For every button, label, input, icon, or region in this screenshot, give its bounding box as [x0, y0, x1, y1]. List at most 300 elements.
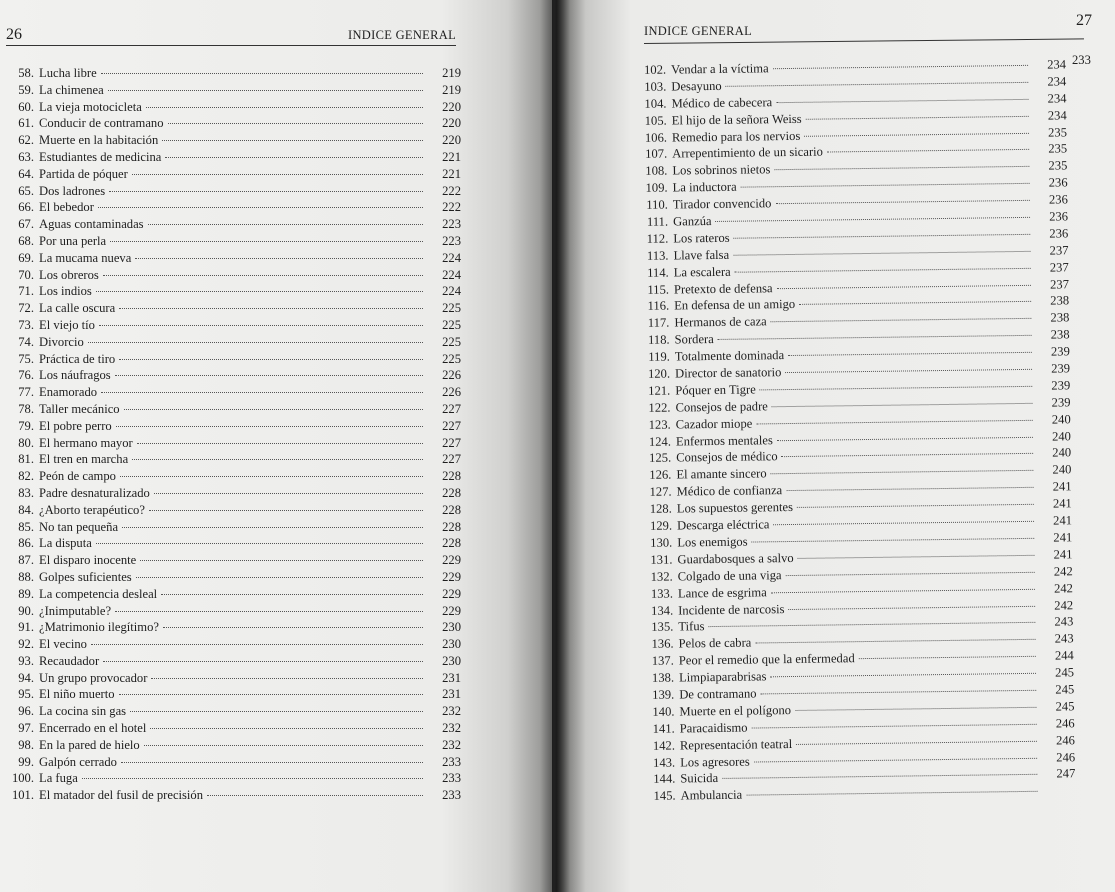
entry-page-number: 222 [442, 183, 461, 198]
dot-leader [788, 605, 1035, 609]
dot-leader [96, 543, 423, 544]
entry-number: 135. [651, 619, 674, 635]
dot-leader [718, 335, 1032, 340]
entry-number: 91. [18, 620, 34, 635]
entry-title: La chimenea [39, 82, 104, 97]
toc-entry [4, 66, 461, 83]
entry-number: 78. [18, 401, 34, 416]
entry-page-number: 221 [442, 166, 461, 181]
toc-entry [4, 100, 461, 117]
entry-number: 122. [648, 400, 671, 415]
entry-title: Médico de confianza [676, 483, 783, 499]
entry-number: 58. [18, 66, 34, 80]
entry-number: 100. [11, 771, 34, 786]
dot-leader [722, 774, 1037, 779]
entry-number: 133. [650, 586, 674, 601]
entry-page-number: 228 [442, 536, 461, 551]
toc-entry [4, 335, 461, 352]
entry-number: 84. [18, 502, 34, 517]
entry-page-number: 226 [442, 368, 461, 383]
entry-page-number: 227 [442, 452, 461, 467]
entry-page-number: 245 [1055, 682, 1075, 697]
entry-title: Los náufragos [39, 368, 111, 383]
entry-number: 70. [18, 267, 34, 282]
entry-number: 136. [651, 636, 674, 652]
entry-number: 102. [643, 62, 667, 77]
toc-entry [4, 352, 461, 369]
entry-number: 134. [651, 603, 674, 618]
dot-leader [137, 443, 423, 444]
entry-page-number: 228 [442, 485, 461, 500]
entry-number: 145. [653, 788, 676, 804]
dot-leader [119, 694, 423, 695]
entry-number: 72. [18, 301, 34, 316]
entry-number: 125. [649, 451, 672, 466]
toc-entry [4, 654, 461, 671]
dot-leader [733, 251, 1030, 256]
entry-number: 61. [18, 116, 34, 131]
entry-title: Peón de campo [39, 469, 116, 484]
toc-list-right [636, 57, 1076, 806]
entry-page-number: 236 [1049, 209, 1069, 224]
entry-page-number: 220 [442, 133, 461, 148]
dot-leader [772, 403, 1033, 407]
entry-title: El tren en marcha [39, 452, 129, 467]
entry-page-number: 230 [442, 637, 461, 652]
dot-leader [151, 678, 423, 679]
entry-number: 81. [18, 452, 34, 467]
dot-leader [859, 656, 1036, 659]
page-number: 27 [1076, 12, 1092, 29]
entry-title: Colgado de una viga [677, 567, 782, 584]
entry-number: 83. [18, 485, 34, 500]
dot-leader [82, 778, 423, 779]
entry-number: 108. [645, 163, 668, 179]
entry-page-number: 225 [442, 334, 461, 349]
entry-page-number: 240 [1051, 412, 1071, 427]
dot-leader [135, 258, 423, 259]
dot-leader [163, 627, 423, 628]
entry-page-number: 228 [442, 519, 461, 534]
entry-title: La mucama nueva [39, 250, 132, 265]
dot-leader [109, 191, 423, 192]
entry-number: 99. [18, 754, 34, 769]
entry-number: 112. [646, 231, 669, 246]
entry-page-number: 229 [442, 586, 461, 601]
entry-number: 90. [18, 603, 34, 618]
dot-leader [148, 224, 423, 225]
entry-page-number: 241 [1053, 530, 1073, 545]
right-page [552, 0, 1115, 892]
dot-leader [110, 241, 423, 242]
entry-page-number: 241 [1052, 479, 1072, 494]
dot-leader [771, 470, 1034, 474]
entry-title: El matador del fusil de precisión [39, 788, 204, 803]
entry-number: 109. [645, 180, 668, 196]
toc-entry [4, 687, 461, 704]
entry-title: Partida de póquer [39, 166, 128, 181]
dot-leader [150, 728, 423, 729]
entry-page-number: 239 [1051, 378, 1071, 393]
entry-number: 142. [652, 738, 676, 753]
entry-title: Cazador miope [675, 416, 753, 432]
entry-title: La fuga [39, 771, 78, 786]
dot-leader [777, 436, 1033, 440]
entry-page-number: 229 [442, 553, 461, 568]
entry-page-number: 236 [1049, 226, 1069, 241]
entry-number: 144. [653, 771, 676, 787]
entry-title: Aguas contaminadas [39, 217, 144, 232]
entry-page-number: 221 [442, 149, 461, 164]
dot-leader [799, 301, 1031, 305]
entry-page-number: 238 [1050, 293, 1070, 309]
entry-number: 128. [649, 501, 672, 517]
dot-leader [788, 352, 1032, 356]
left-page [0, 0, 552, 892]
entry-page-number: 239 [1050, 344, 1070, 359]
entry-title: ¿Aborto terapéutico? [39, 502, 145, 517]
entry-page-number: 246 [1055, 732, 1075, 748]
toc-entry [4, 368, 461, 385]
entry-title: Guardabosques a salvo [677, 550, 794, 567]
toc-list-left [4, 66, 461, 805]
dot-leader [752, 538, 1035, 543]
entry-page-number: 235 [1048, 158, 1068, 173]
dot-leader [88, 342, 423, 343]
entry-title: Estudiantes de medicina [39, 149, 162, 164]
entry-number: 105. [644, 113, 667, 128]
entry-number: 73. [18, 317, 34, 332]
dot-leader [782, 453, 1034, 457]
entry-title: Tifus [678, 619, 705, 634]
entry-page-number: 223 [442, 233, 461, 248]
entry-page-number: 237 [1049, 260, 1069, 275]
dot-leader [777, 284, 1031, 288]
toc-entry [4, 520, 461, 537]
toc-entry [4, 738, 461, 755]
carryover-page-number: 233 [1072, 53, 1091, 67]
entry-number: 93. [18, 653, 34, 668]
entry-title: Lucha libre [39, 66, 97, 80]
entry-number: 115. [647, 282, 670, 297]
entry-title: Enamorado [39, 385, 98, 400]
dot-leader [786, 487, 1033, 491]
entry-title: El pobre perro [39, 418, 112, 433]
entry-title: Suicida [680, 771, 719, 786]
toc-entry [4, 704, 461, 721]
toc-entry [4, 570, 461, 587]
toc-entry [4, 671, 461, 688]
entry-number: 74. [18, 334, 34, 349]
dot-leader [121, 762, 423, 763]
entry-number: 116. [647, 299, 670, 314]
entry-page-number: 241 [1052, 496, 1072, 511]
entry-number: 75. [18, 351, 34, 366]
entry-page-number: 225 [442, 317, 461, 332]
entry-page-number: 233 [442, 771, 461, 786]
entry-title: El hermano mayor [39, 435, 133, 450]
entry-number: 86. [18, 536, 34, 551]
entry-page-number: 232 [442, 721, 461, 736]
entry-page-number: 224 [442, 267, 461, 282]
entry-page-number: 238 [1050, 310, 1070, 325]
entry-title: Limpiaparabrisas [678, 669, 767, 685]
entry-number: 124. [648, 434, 672, 449]
entry-title: El vecino [39, 637, 87, 652]
dot-leader [154, 493, 423, 494]
entry-page-number: 244 [1054, 648, 1074, 663]
entry-number: 132. [650, 569, 673, 584]
entry-number: 104. [644, 96, 667, 111]
entry-page-number: 224 [442, 250, 461, 265]
dot-leader [132, 459, 423, 460]
entry-page-number: 239 [1051, 361, 1071, 376]
entry-number: 119. [648, 349, 670, 365]
toc-entry [4, 217, 461, 234]
dot-leader [804, 132, 1029, 136]
dot-leader [149, 510, 423, 511]
entry-title: El disparo inocente [39, 553, 137, 568]
entry-number: 67. [18, 217, 34, 232]
entry-title: Los supuestos gerentes [676, 500, 794, 516]
entry-title: Totalmente dominada [674, 348, 785, 364]
entry-page-number: 241 [1053, 513, 1073, 528]
entry-title: Golpes suficientes [39, 569, 132, 584]
entry-page-number: 227 [442, 418, 461, 433]
entry-number: 114. [647, 265, 669, 280]
entry-number: 66. [18, 200, 34, 215]
dot-leader [806, 116, 1029, 120]
entry-page-number: 245 [1055, 699, 1075, 714]
entry-page-number: 230 [442, 653, 461, 668]
entry-title: Desayuno [671, 78, 722, 94]
toc-entry [4, 553, 461, 570]
entry-page-number: 234 [1047, 91, 1067, 106]
entry-page-number: 242 [1053, 564, 1073, 579]
entry-title: En la pared de hielo [39, 737, 140, 752]
entry-number: 60. [18, 99, 34, 114]
entry-title: Descarga eléctrica [676, 517, 770, 533]
entry-title: Ganzúa [672, 214, 712, 229]
entry-number: 95. [18, 687, 34, 702]
entry-title: La calle oscura [39, 301, 116, 316]
dot-leader [761, 690, 1037, 695]
dot-leader [140, 560, 423, 561]
entry-page-number: 227 [442, 401, 461, 416]
entry-number: 64. [18, 166, 34, 181]
entry-title: Dos ladrones [39, 183, 106, 198]
dot-leader [99, 325, 423, 326]
toc-entry [4, 721, 461, 738]
entry-number: 85. [18, 519, 34, 534]
dot-leader [785, 369, 1032, 373]
toc-entry [4, 486, 461, 503]
entry-page-number: 234 [1047, 57, 1067, 72]
dot-leader [115, 611, 423, 612]
entry-title: Consejos de padre [675, 399, 768, 415]
entry-page-number: 236 [1048, 175, 1068, 190]
dot-leader [161, 594, 423, 595]
entry-page-number: 227 [442, 435, 461, 450]
entry-title: Consejos de médico [676, 449, 778, 465]
entry-page-number: 245 [1055, 665, 1075, 680]
entry-number: 88. [18, 569, 34, 584]
toc-entry [4, 788, 461, 805]
dot-leader [709, 622, 1036, 627]
entry-title: Los enemigos [677, 534, 748, 550]
toc-entry [4, 133, 461, 150]
entry-page-number: 243 [1054, 631, 1074, 646]
entry-title: Los rateros [673, 230, 730, 246]
entry-title: La escalera [673, 264, 731, 280]
entry-number: 131. [650, 552, 673, 567]
entry-title: La disputa [39, 536, 92, 551]
entry-title: Taller mecánico [39, 401, 120, 416]
entry-page-number: 234 [1047, 74, 1067, 89]
entry-number: 103. [644, 79, 667, 94]
toc-entry [4, 150, 461, 167]
dot-leader [103, 661, 423, 662]
dot-leader [168, 123, 424, 124]
entry-page-number: 219 [442, 82, 461, 97]
toc-entry [4, 385, 461, 402]
toc-entry [4, 284, 461, 301]
entry-title: Práctica de tiro [39, 351, 116, 366]
entry-number: 97. [18, 721, 34, 736]
toc-entry [4, 637, 461, 654]
entry-number: 94. [18, 670, 34, 685]
header-rule [6, 45, 456, 46]
entry-page-number: 239 [1051, 395, 1071, 410]
entry-number: 140. [652, 704, 675, 719]
entry-page-number: 237 [1049, 276, 1070, 292]
dot-leader [771, 588, 1035, 592]
entry-title: Padre desnaturalizado [39, 485, 150, 500]
dot-leader [774, 166, 1029, 170]
entry-page-number: 247 [1056, 766, 1076, 781]
entry-page-number: 246 [1056, 749, 1076, 765]
entry-page-number: 223 [442, 217, 461, 232]
entry-number: 123. [648, 417, 671, 432]
dot-leader [115, 375, 423, 376]
dot-leader [746, 791, 1037, 796]
dot-leader [798, 555, 1035, 559]
entry-title: Recaudador [39, 653, 100, 668]
entry-title: El bebedor [39, 200, 94, 215]
dot-leader [124, 409, 423, 410]
entry-title: La competencia desleal [39, 586, 158, 601]
toc-entry [4, 452, 461, 469]
entry-title: Muerte en la habitación [39, 133, 159, 148]
entry-title: Lance de esgrima [677, 584, 767, 601]
entry-title: El amante sincero [676, 466, 767, 482]
toc-entry [4, 251, 461, 268]
entry-title: Los agresores [680, 754, 750, 769]
entry-page-number: 233 [442, 788, 461, 803]
toc-entry [4, 83, 461, 100]
entry-page-number: 230 [442, 620, 461, 635]
entry-number: 139. [652, 687, 675, 702]
entry-title: Un grupo provocador [39, 670, 148, 685]
dot-leader [827, 149, 1029, 153]
entry-number: 129. [649, 518, 673, 533]
toc-entry [4, 234, 461, 251]
entry-number: 87. [18, 553, 34, 568]
entry-title: La cocina sin gas [39, 704, 127, 719]
running-head: INDICE GENERAL [644, 24, 753, 38]
header-rule [644, 38, 1084, 44]
dot-leader [91, 644, 423, 645]
toc-entry [4, 755, 461, 772]
entry-page-number: 222 [442, 200, 461, 215]
toc-entry [4, 116, 461, 133]
dot-leader [162, 140, 423, 141]
entry-page-number: 235 [1047, 124, 1068, 140]
entry-number: 143. [653, 755, 676, 770]
entry-number: 120. [647, 366, 671, 381]
entry-page-number: 225 [442, 351, 461, 366]
dot-leader [119, 359, 423, 360]
entry-title: Vendar a la víctima [670, 61, 769, 77]
toc-entry [4, 620, 461, 637]
dot-leader [776, 99, 1028, 103]
entry-title: La vieja motocicleta [39, 99, 142, 114]
entry-page-number: 229 [442, 569, 461, 584]
toc-entry [4, 318, 461, 335]
entry-page-number: 224 [442, 284, 461, 299]
dot-leader [98, 207, 423, 208]
entry-number: 92. [18, 637, 34, 652]
entry-page-number: 240 [1052, 462, 1072, 477]
toc-entry [4, 587, 461, 604]
running-head: INDICE GENERAL [348, 28, 457, 42]
dot-leader [144, 745, 423, 746]
entry-number: 113. [646, 248, 669, 263]
dot-leader [726, 82, 1029, 87]
entry-title: Muerte en el polígono [679, 702, 792, 719]
entry-page-number: 226 [442, 385, 461, 400]
entry-title: De contramano [679, 686, 757, 702]
entry-page-number: 229 [442, 603, 461, 618]
entry-title: Conducir de contramano [39, 116, 164, 131]
entry-page-number: 235 [1048, 141, 1068, 157]
entry-number: 77. [18, 385, 34, 400]
entry-page-number: 234 [1047, 108, 1067, 123]
dot-leader [165, 157, 423, 158]
dot-leader [754, 757, 1037, 762]
entry-number: 76. [18, 368, 34, 383]
entry-page-number: 220 [442, 116, 461, 131]
entry-title: Director de sanatorio [674, 365, 782, 381]
entry-page-number: 232 [442, 737, 461, 752]
dot-leader [773, 65, 1028, 69]
entry-title: Divorcio [39, 334, 84, 349]
entry-number: 71. [18, 284, 34, 299]
entry-page-number: 231 [442, 670, 461, 685]
entry-page-number: 240 [1051, 428, 1072, 444]
entry-title: Los sobrinos nietos [672, 162, 771, 178]
dot-leader [734, 234, 1031, 239]
dot-leader [130, 711, 423, 712]
toc-entry [4, 436, 461, 453]
toc-entry [4, 771, 461, 788]
entry-page-number: 242 [1053, 580, 1074, 596]
dot-leader [116, 426, 423, 427]
entry-page-number: 236 [1048, 192, 1068, 207]
dot-leader [716, 217, 1031, 222]
entry-number: 107. [645, 147, 668, 162]
dot-leader [796, 740, 1037, 744]
